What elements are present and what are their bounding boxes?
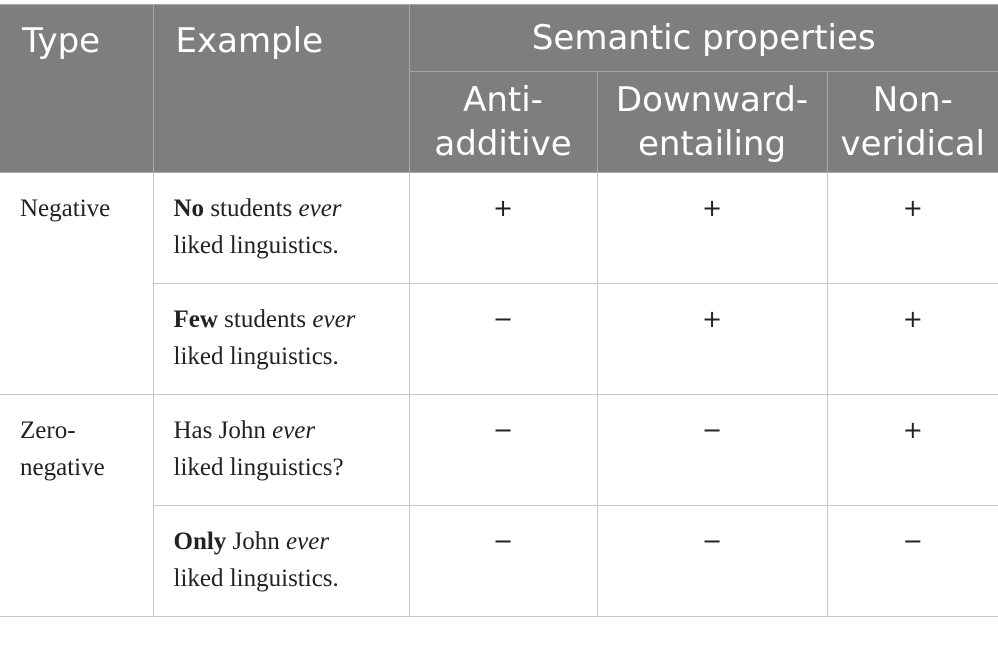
mark-cell: − xyxy=(597,395,827,506)
mark-cell: − xyxy=(409,284,597,395)
mark-cell: + xyxy=(827,395,998,506)
header-example: Example xyxy=(153,5,409,173)
mark-cell: + xyxy=(409,173,597,284)
header-anti-additive: Anti- additive xyxy=(409,72,597,173)
example-cell: Has John ever liked linguistics? xyxy=(153,395,409,506)
example-cell: Only John ever liked linguistics. xyxy=(153,506,409,617)
mark-cell: + xyxy=(827,284,998,395)
mark-cell: + xyxy=(827,173,998,284)
semantic-properties-table xyxy=(0,4,998,617)
header-non-veridical: Non- veridical xyxy=(827,72,998,173)
mark-cell: − xyxy=(597,506,827,617)
mark-cell: − xyxy=(827,506,998,617)
mark-cell: − xyxy=(409,395,597,506)
header-type: Type xyxy=(0,5,153,173)
header-downward-entailing: Downward- entailing xyxy=(597,72,827,173)
type-cell: Zero- negative xyxy=(0,395,153,617)
mark-cell: − xyxy=(409,506,597,617)
example-cell: Few students ever liked linguistics. xyxy=(153,284,409,395)
mark-cell: + xyxy=(597,284,827,395)
table-row xyxy=(0,395,998,506)
header-semantic-properties: Semantic properties xyxy=(409,5,998,72)
mark-cell: + xyxy=(597,173,827,284)
type-cell: Negative xyxy=(0,173,153,395)
example-cell: No students ever liked linguistics. xyxy=(153,173,409,284)
table-row xyxy=(0,173,998,284)
